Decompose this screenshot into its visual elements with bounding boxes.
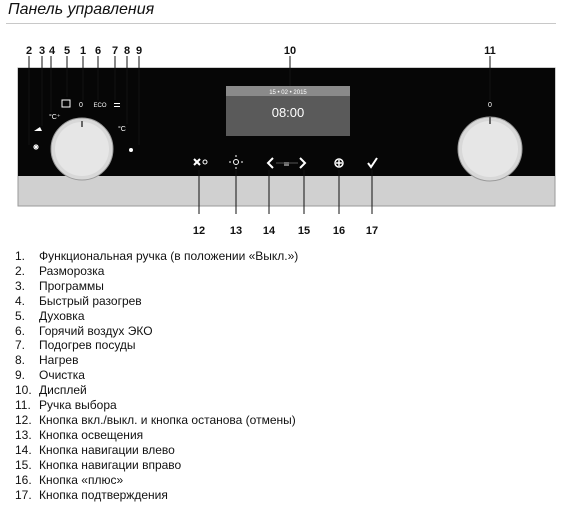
- callout-5: 5: [63, 45, 71, 57]
- page-title: Панель управления: [8, 1, 155, 18]
- legend-item: 4. Быстрый разогрев: [15, 293, 142, 308]
- legend-item: 10. Дисплей: [15, 383, 87, 398]
- legend-item: 1. Функциональная ручка (в положении «Выкл.»): [15, 249, 299, 263]
- callout-3: 3: [38, 45, 46, 57]
- cleaning-icon: [129, 148, 133, 152]
- legend-item: 9. Очистка: [15, 368, 85, 383]
- callout-13: 13: [229, 225, 243, 237]
- callout-10: 10: [283, 45, 297, 57]
- legend-item: 3. Программы: [15, 278, 104, 293]
- callout-4: 4: [48, 45, 56, 57]
- legend-item: 14. Кнопка навигации влево: [15, 442, 175, 457]
- legend-item: 7. Подогрев посуды: [15, 338, 136, 353]
- callout-6: 6: [94, 45, 102, 57]
- fast-heat-icon: [49, 113, 61, 121]
- eco-label: ECO: [93, 103, 107, 109]
- legend-item: 2. Разморозка: [15, 263, 105, 278]
- zero-right-label: 0: [488, 102, 492, 109]
- display-time: 08:00: [271, 105, 305, 120]
- plus-icon: [335, 159, 343, 167]
- legend-item: 16. Кнопка «плюс»: [15, 472, 124, 487]
- legend-item: 15. Кнопка навигации вправо: [15, 457, 182, 472]
- legend-item: 11. Ручка выбора: [15, 398, 117, 413]
- callout-2: 2: [25, 45, 33, 57]
- control-panel-diagram: [0, 0, 564, 240]
- legend-item: 17. Кнопка подтверждения: [15, 487, 168, 502]
- legend-item: 12. Кнопка вкл./выкл. и кнопка останова (отмены): [15, 412, 296, 427]
- legend-item: 5. Духовка: [15, 308, 85, 323]
- legend-item: 6. Горячий воздух ЭКО: [15, 323, 153, 338]
- callout-17: 17: [365, 225, 379, 237]
- zero-left-label: 0: [79, 102, 83, 109]
- callout-7: 7: [111, 45, 119, 57]
- callout-11: 11: [484, 45, 496, 57]
- callout-12: 12: [192, 225, 206, 237]
- callout-9: 9: [135, 45, 143, 57]
- callout-15: 15: [297, 225, 311, 237]
- display-date: 15 • 02 • 2015: [269, 90, 307, 96]
- legend-item: 8. Нагрев: [15, 353, 79, 368]
- legend-item: 13. Кнопка освещения: [15, 427, 144, 442]
- heating-icon: °C: [118, 126, 126, 133]
- svg-text:°C⁺: °C⁺: [49, 114, 61, 121]
- callout-14: 14: [262, 225, 276, 237]
- callout-8: 8: [123, 45, 131, 57]
- callout-1: 1: [79, 45, 87, 57]
- callout-16: 16: [332, 225, 346, 237]
- legend-list: [15, 249, 298, 502]
